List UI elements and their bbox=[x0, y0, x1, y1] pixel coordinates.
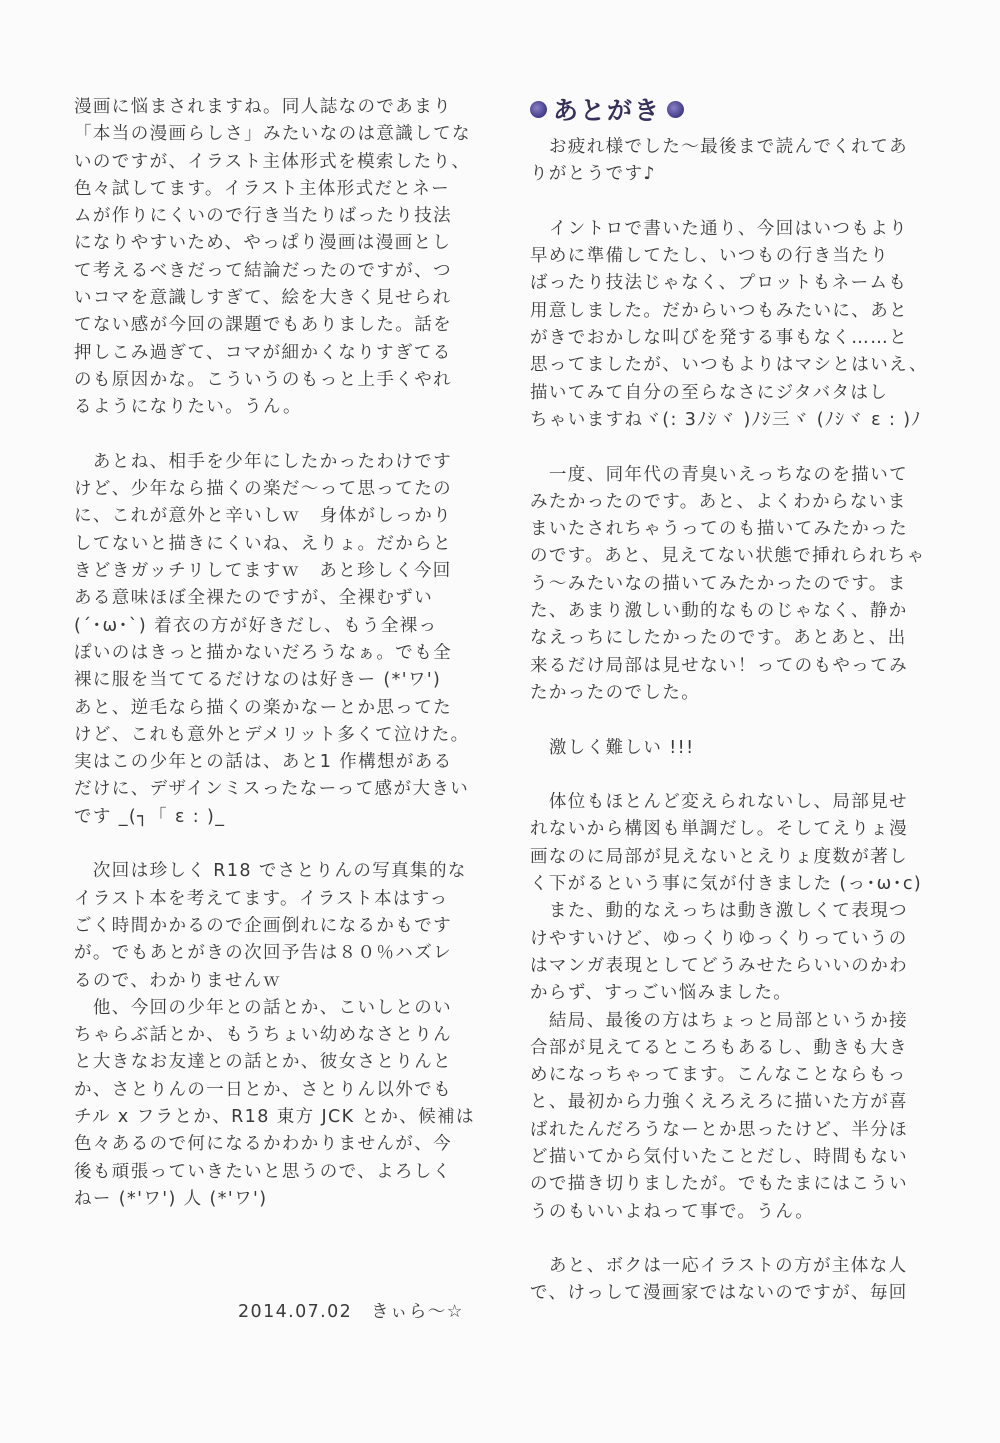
text-line: ある意味ほぼ全裸たのですが、全裸むずい bbox=[74, 588, 434, 609]
text-line: 一度、同年代の青臭いえっちなのを描いて bbox=[530, 464, 908, 485]
text-line: がきでおかしな叫びを発する事もなく……と bbox=[530, 328, 908, 349]
text-line: あとね、相手を少年にしたかったわけです bbox=[74, 451, 452, 472]
heading-text: あとがき bbox=[553, 96, 662, 125]
text-line: う〜みたいなの描いてみたかったのです。ま bbox=[530, 573, 907, 594]
text-line: になりやすいため、やっぱり漫画は漫画とし bbox=[74, 233, 452, 254]
text-line: るようになりたい。うん。 bbox=[74, 397, 302, 418]
text-line: てない感が今回の課題でもありました。話を bbox=[74, 315, 452, 336]
text-line: と大きなお友達との話とか、彼女さとりんと bbox=[74, 1052, 452, 1073]
text-line: けど、これも意外とデメリット多くて泣けた。 bbox=[74, 724, 470, 745]
text-line: みたかったのです。あと、よくわからないま bbox=[530, 491, 907, 512]
text-line: た、あまり激しい動的なものじゃなく、静か bbox=[530, 601, 908, 622]
text-line: たかったのでした。 bbox=[530, 682, 701, 703]
text-line: るので、わかりませんｗ bbox=[74, 970, 282, 991]
text-line: 押しこみ過ぎて、コマが細かくなりすぎてる bbox=[74, 342, 452, 363]
text-line: イントロで書いた通り、今回はいつもより bbox=[530, 218, 908, 239]
bullet-dot-icon bbox=[667, 101, 684, 118]
text-line: 来るだけ局部は見せない！ってのもやってみ bbox=[530, 655, 908, 676]
text-line: チル x フラとか、R18 東方 JCK とか、候補は bbox=[74, 1106, 475, 1127]
text-line: が。でもあとがきの次回予告は８０％ハズレ bbox=[74, 943, 452, 964]
text-line: で、けっして漫画家ではないのですが、毎回 bbox=[530, 1283, 908, 1304]
right-column bbox=[530, 90, 930, 1308]
paragraph bbox=[530, 134, 930, 189]
text-line: 体位もほとんど変えられないし、局部見せ bbox=[530, 792, 908, 813]
text-line: 次回は珍しく R18 でさとりんの写真集的な bbox=[74, 861, 467, 882]
text-line: はマンガ表現としてどうみせたらいいのかわ bbox=[530, 955, 908, 976]
paragraph bbox=[74, 94, 489, 422]
signature-date: 2014.07.02 きぃら〜☆ bbox=[238, 1302, 464, 1322]
paragraph bbox=[530, 462, 930, 708]
text-line: けやすいけど、ゆっくりゆっくりっていうの bbox=[530, 928, 908, 949]
text-line: ちゃいますねヾ(: 3ﾉｼヾ )ﾉｼ三ヾ (ﾉｼヾ ε : )ﾉ bbox=[530, 409, 922, 430]
text-line: なえっちにしたかったのです。あとあと、出 bbox=[530, 628, 907, 649]
text-line: だけに、デザインミスったなーって感が大きい bbox=[74, 779, 470, 800]
text-line: て考えるべきだって結論だったのですが、つ bbox=[74, 260, 452, 281]
bullet-dot-icon bbox=[530, 101, 547, 118]
text-line: ど描いてから気付いたことだし、時間もない bbox=[530, 1146, 908, 1167]
text-line: 後も頑張っていきたいと思うので、よろしく bbox=[74, 1161, 452, 1182]
text-line: お疲れ様でした〜最後まで読んでくれてあ bbox=[530, 137, 908, 157]
paragraph bbox=[530, 216, 930, 434]
text-line: 裸に服を当ててるだけなのは好きー (*'ワ') bbox=[74, 670, 442, 691]
paragraph bbox=[530, 1253, 930, 1308]
text-line: のも原因かな。こういうのもっと上手くやれ bbox=[74, 369, 452, 390]
text-line: ので描き切りましたが。でもたまにはこうい bbox=[530, 1174, 908, 1195]
text-line: からず、すっごい悩みました。 bbox=[530, 983, 793, 1004]
text-line: まいたされちゃうってのも描いてみたかった bbox=[530, 519, 908, 540]
text-line: 実はこの少年との話は、あと1 作構想がある bbox=[74, 752, 453, 773]
text-line: りがとうです♪ bbox=[530, 164, 656, 185]
text-line: 描いてみて自分の至らなさにジタバタはし bbox=[530, 382, 889, 403]
text-line: と、最初から力強くえろえろに描いた方が喜 bbox=[530, 1092, 908, 1113]
text-line: あと、逆毛なら描くの楽かなーとか思ってた bbox=[74, 697, 452, 718]
text-line: ちゃらぶ話とか、もうちょい幼めなさとりん bbox=[74, 1025, 452, 1046]
text-line: に、これが意外と辛いしｗ 身体がしっかり bbox=[74, 506, 452, 527]
text-line: ごく時間かかるので企画倒れになるかもです bbox=[74, 915, 452, 936]
text-line: してないと描きにくいね、えりょ。だからと bbox=[74, 533, 452, 554]
text-line: けど、少年なら描くの楽だ〜って思ってたの bbox=[74, 479, 452, 500]
text-line: 思ってましたが、いつもよりはマシとはいえ、 bbox=[530, 355, 928, 376]
text-line: めになっちゃってます。こんなことならもっ bbox=[530, 1065, 907, 1086]
text-line: また、動的なえっちは動き激しくて表現つ bbox=[530, 901, 908, 922]
paragraph bbox=[530, 735, 930, 762]
text-line: 画なのに局部が見えないとえりょ度数が著し bbox=[530, 846, 908, 867]
text-line: 「本当の漫画らしさ」みたいなのは意識してな bbox=[74, 124, 471, 145]
text-line: 色々試してます。イラスト主体形式だとネー bbox=[74, 178, 451, 199]
text-line: れないから構図も単調だし。そしてえりょ漫 bbox=[530, 819, 908, 840]
paragraph bbox=[530, 789, 930, 1226]
text-line: く下がるという事に気が付きました (っ･ω･c) bbox=[530, 874, 923, 895]
text-line: か、さとりんの一日とか、さとりん以外でも bbox=[74, 1079, 452, 1100]
text-line: ムが作りにくいので行き当たりばったり技法 bbox=[74, 206, 452, 227]
text-line: いコマを意識しすぎて、絵を大きく見せられ bbox=[74, 288, 452, 309]
text-line: ねー (*'ワ') 人 (*'ワ') bbox=[74, 1188, 268, 1209]
paragraph bbox=[74, 449, 489, 831]
text-line: 合部が見えてるところもあるし、動きも大き bbox=[530, 1037, 908, 1058]
left-column bbox=[74, 94, 489, 1213]
text-line: です _(┐「 ε : )_ bbox=[74, 806, 226, 827]
text-line: いのですが、イラスト主体形式を模索したり、 bbox=[74, 151, 471, 172]
text-line: ばったり技法じゃなく、プロットもネームも bbox=[530, 273, 908, 294]
text-line: 色々あるので何になるかわかりませんが、今 bbox=[74, 1134, 452, 1155]
text-line: 用意しました。だからいつもみたいに、あと bbox=[530, 300, 908, 321]
text-line: イラスト本を考えてます。イラスト本はすっ bbox=[74, 888, 449, 909]
text-line: 激しく難しい !!! bbox=[530, 737, 695, 758]
text-line: ぽいのはきっと描かないだろうなぁ。でも全 bbox=[74, 642, 452, 663]
text-line: うのもいいよねって事で。うん。 bbox=[530, 1201, 815, 1222]
text-line: 早めに準備してたし、いつもの行き当たり bbox=[530, 246, 890, 267]
text-line: きどきガッチリしてますｗ あと珍しく今回 bbox=[74, 561, 452, 582]
text-line: 他、今回の少年との話とか、こいしとのい bbox=[74, 997, 452, 1018]
afterword-heading bbox=[530, 90, 930, 128]
text-line: 漫画に悩まされますね。同人誌なのであまり bbox=[74, 97, 452, 117]
paragraph bbox=[74, 858, 489, 1213]
text-line: あと、ボクは一応イラストの方が主体な人 bbox=[530, 1256, 908, 1277]
text-line: のです。あと、見えてない状態で挿れられちゃ bbox=[530, 546, 926, 567]
text-line: ばれたんだろうなーとか思ったけど、半分ほ bbox=[530, 1119, 908, 1140]
text-line: 結局、最後の方はちょっと局部というか接 bbox=[530, 1010, 908, 1031]
text-line: (´･ω･`) 着衣の方が好きだし、もう全裸っ bbox=[74, 615, 438, 636]
